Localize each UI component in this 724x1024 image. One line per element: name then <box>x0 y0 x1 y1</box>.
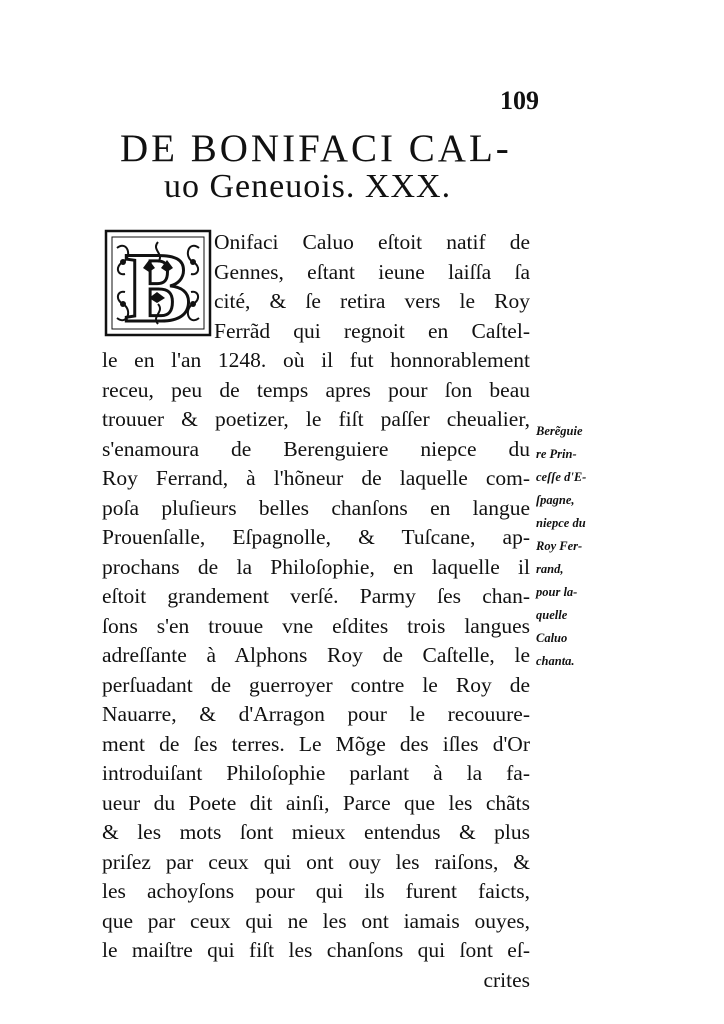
margin-note <box>536 420 626 673</box>
text-line: Gennes, eſtant ieune laiſſa ſa <box>214 259 530 284</box>
text-line: trouuer & poetizer, le fiſt paſſer cheualier, <box>102 407 530 431</box>
text-line: Prouenſalle, Eſpagnolle, & Tuſcane, ap- <box>102 525 530 549</box>
text-line: Nauarre, & d'Arragon pour le recouure- <box>102 702 530 726</box>
text-line: prochans de la Philoſophie, en laquelle il <box>102 554 530 579</box>
text-line: perſuadant de guerroyer contre le Roy de <box>102 672 530 697</box>
text-line: receu, peu de temps apres pour ſon beau <box>102 377 530 402</box>
text-line: ueur du Poete dit ainſi, Parce que les chãts <box>102 790 530 815</box>
margin-note-line: pour la- <box>536 585 578 599</box>
margin-note-line: Berẽguie <box>536 424 583 438</box>
margin-note-line: ceſſe d'E- <box>536 470 587 484</box>
margin-note-line: niepce du <box>536 516 586 530</box>
chapter-title-line-2: uo Geneuois. XXX. <box>164 168 452 205</box>
margin-note-line: quelle <box>536 608 568 622</box>
margin-note-line: Caluo <box>536 631 568 645</box>
text-line: priſez par ceux qui ont ouy les raiſons, & <box>102 849 530 874</box>
text-line: le maiſtre qui fiſt les chanſons qui ſont eſ- <box>102 938 530 962</box>
text-line: eſtoit grandement verſé. Parmy ſes chan- <box>102 584 530 608</box>
text-line: que par ceux qui ne les ont iamais ouyes, <box>102 908 530 933</box>
text-line: les achoyſons pour qui ils furent faicts, <box>102 879 530 903</box>
text-line: poſa pluſieurs belles chanſons en langue <box>102 495 530 520</box>
text-line: le en l'an 1248. où il fut honnorablement <box>102 348 530 372</box>
text-line: ment de ſes terres. Le Mõge des iſles d'Or <box>102 731 530 756</box>
text-line: adreſſante à Alphons Roy de Caſtelle, le <box>102 643 530 667</box>
chapter-title-line-1: DE BONIFACI CAL- <box>120 127 512 170</box>
text-line: Onifaci Caluo eſtoit natif de <box>214 230 530 254</box>
margin-note-line: re Prin- <box>536 447 577 461</box>
text-line: Ferrãd qui regnoit en Caſtel- <box>214 318 530 343</box>
svg-text:B: B <box>124 232 192 338</box>
margin-note-line: chanta. <box>536 654 575 668</box>
text-line: Roy Ferrand, à l'hõneur de laquelle com- <box>102 466 530 490</box>
text-line: introduiſant Philoſophie parlant à la fa- <box>102 761 530 785</box>
page-number: 109 <box>500 86 539 115</box>
catchword: crites <box>483 967 530 992</box>
text-line: cité, & ſe retira vers le Roy <box>214 289 530 313</box>
text-line: s'enamoura de Berenguiere niepce du <box>102 436 530 461</box>
margin-note-line: Roy Fer- <box>536 539 583 553</box>
body-text <box>102 228 530 995</box>
text-line: ſons s'en trouue vne eſdites trois langues <box>102 613 530 638</box>
margin-note-line: ſpagne, <box>536 493 575 507</box>
margin-note-line: rand, <box>536 562 564 576</box>
text-line: & les mots ſont mieux entendus & plus <box>102 820 530 844</box>
